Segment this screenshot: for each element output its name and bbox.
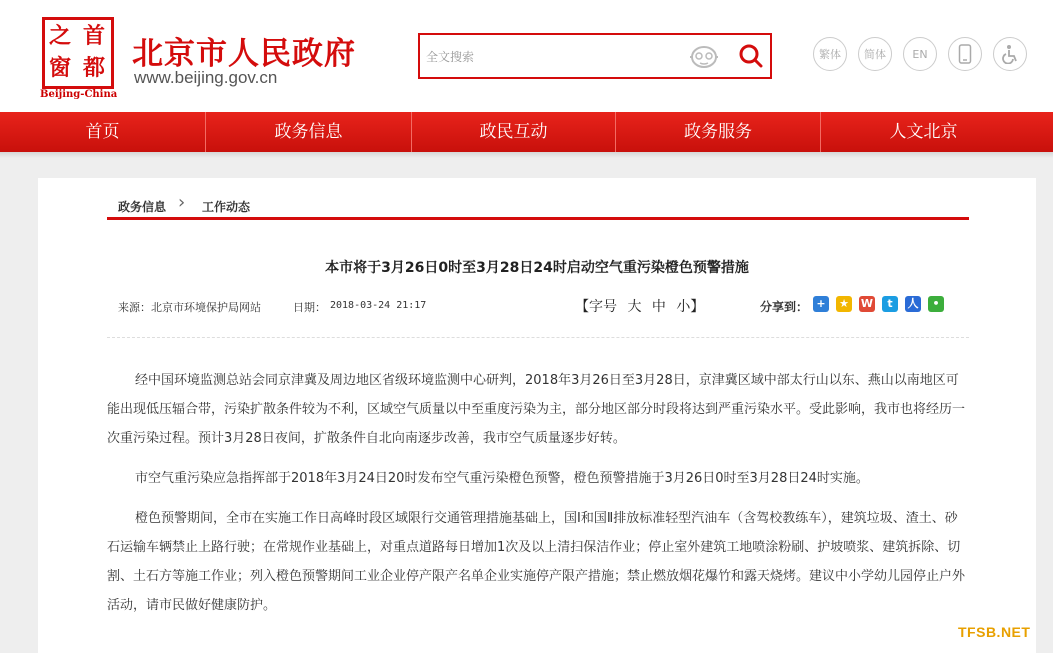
- share-qzone-icon[interactable]: ★: [836, 296, 852, 312]
- simplified-chinese-button[interactable]: 简体: [858, 37, 892, 71]
- main-nav: [0, 112, 1053, 152]
- mobile-button[interactable]: [948, 37, 982, 71]
- wheelchair-icon: [1000, 44, 1020, 64]
- search-input[interactable]: [424, 43, 683, 71]
- robot-assistant-icon[interactable]: [688, 42, 720, 70]
- logo-char: 首: [83, 23, 106, 49]
- chevron-right-icon: ›: [178, 192, 186, 213]
- logo-char: 窗: [49, 55, 72, 81]
- accessibility-button[interactable]: [993, 37, 1027, 71]
- search-icon[interactable]: [738, 43, 764, 69]
- search-box: [418, 33, 772, 79]
- share-label: 分享到：: [760, 300, 809, 314]
- article-date-label: 日期：: [293, 301, 326, 314]
- article-paragraph: 橙色预警期间，全市在实施工作日高峰时段区域限行交通管理措施基础上，国Ⅰ和国Ⅱ排放标准轻型汽油车（含驾校教练车），建筑垃圾、渣土、砂石运输车辆禁止上路行驶；在常规作业基础上，对重点道路每日增加1次及以上清扫保洁作业；停止室外建筑工地喷涂粉刷、护坡喷浆、建筑拆除、切割、土石方等施工作业；列入橙色预警期间工业企业停产限产名单企业实施停产限产措施；禁止燃放烟花爆竹和露天烧烤。建议中小学幼儿园停止户外活动，请市民做好健康防护。: [107, 511, 966, 613]
- nav-shadow: [0, 152, 1053, 158]
- logo-char: 都: [83, 55, 106, 81]
- breadcrumb-underline: [107, 217, 969, 220]
- share-more-icon[interactable]: +: [813, 296, 829, 312]
- article-source: 来源：北京市环境保护局网站: [118, 301, 261, 314]
- nav-government-services[interactable]: 政务服务: [684, 122, 752, 142]
- mobile-icon: [958, 44, 972, 64]
- share-renren-icon[interactable]: 人: [905, 296, 921, 312]
- logo-caption: Beijing-China: [40, 89, 118, 100]
- share-tencent-weibo-icon[interactable]: t: [882, 296, 898, 312]
- share-weibo-icon[interactable]: W: [860, 297, 874, 310]
- article-paragraph: 市空气重污染应急指挥部于2018年3月24日20时发布空气重污染橙色预警，橙色预警措施于3月26日0时至3月28日24时实施。: [135, 471, 869, 486]
- logo-char: 之: [49, 23, 72, 49]
- article-title: 本市将于3月26日0时至3月28日24时启动空气重污染橙色预警措施: [325, 260, 749, 276]
- share-wechat-icon[interactable]: •: [928, 296, 944, 312]
- article-panel: [38, 178, 1036, 653]
- breadcrumb-current[interactable]: 工作动态: [202, 200, 251, 214]
- site-url: www.beijing.gov.cn: [134, 68, 278, 87]
- site-title[interactable]: 北京市人民政府: [132, 36, 356, 72]
- breadcrumb-parent[interactable]: 政务信息: [118, 200, 167, 214]
- site-logo[interactable]: [42, 17, 114, 89]
- nav-government-info[interactable]: 政务信息: [274, 122, 343, 142]
- divider: [107, 337, 969, 338]
- article-paragraph: 经中国环境监测总站会同京津冀及周边地区省级环境监测中心研判，2018年3月26日至3月28日，京津冀区域中部太行山以东、燕山以南地区可能出现低压辐合带，污染扩散条件较为不利，区域空气质量以中至重度污染为主，部分地区部分时段将达到严重污染水平。受此影响，我市也将经历一次重污染过程。预计3月28日夜间，扩散条件自北向南逐步改善，我市空气质量逐步好转。: [107, 373, 966, 446]
- nav-humanistic-beijing[interactable]: 人文北京: [889, 122, 958, 142]
- english-button[interactable]: EN: [903, 37, 937, 71]
- watermark: TFSB.NET: [958, 624, 1031, 640]
- article-date: 2018-03-24 21:17: [330, 300, 427, 311]
- nav-home[interactable]: 首页: [85, 122, 120, 142]
- site-header: [0, 0, 1053, 112]
- font-size-control[interactable]: 【字号 大 中 小】: [575, 299, 705, 315]
- traditional-chinese-button[interactable]: 繁体: [813, 37, 847, 71]
- nav-public-interaction[interactable]: 政民互动: [479, 122, 548, 142]
